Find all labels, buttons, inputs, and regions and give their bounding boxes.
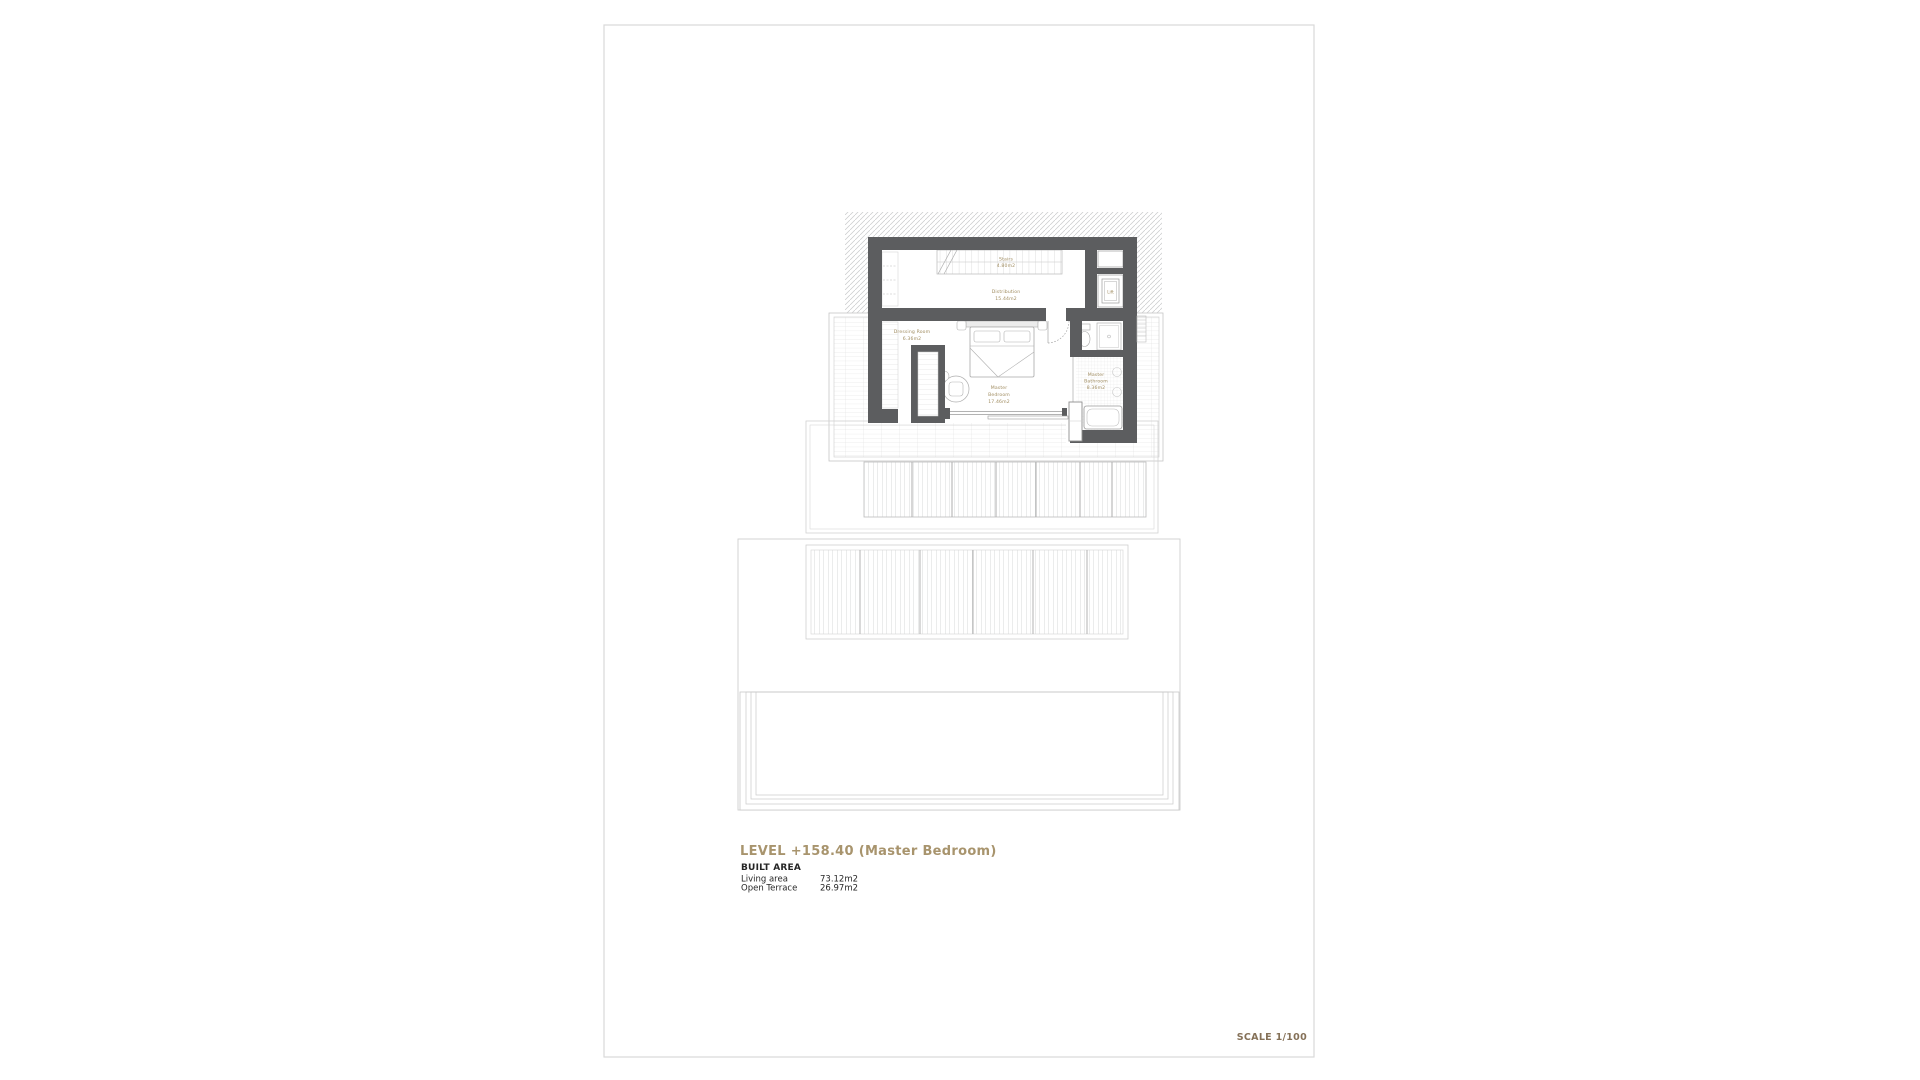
room-label-bathroom-area: 8.36m2	[1086, 386, 1106, 391]
wardrobe-strip-distribution	[882, 252, 898, 306]
room-label-bathroom: Master	[1087, 373, 1105, 378]
room-label-stairs-area: 4.80m2	[996, 264, 1016, 269]
room-label-dressing: Dressing Room	[893, 330, 931, 335]
room-label-bedroom-area: 17.46m2	[988, 400, 1010, 405]
bath-door-jamb	[1069, 402, 1082, 441]
louvre-band-lower	[806, 545, 1128, 639]
shower-icon	[1097, 323, 1121, 350]
room-label-distribution-area: 15.44m2	[995, 297, 1017, 302]
room-label-lift: Lift	[1107, 289, 1114, 295]
room-label-distribution: Distribution	[991, 290, 1021, 295]
area-row-label: Living area	[741, 874, 788, 885]
scale-label: SCALE 1/100	[1236, 1032, 1307, 1043]
room-label-bedroom: Master	[990, 386, 1008, 391]
room-label-dressing-area: 6.36m2	[902, 337, 922, 342]
room-label-bathroom-2: Bathroom	[1084, 379, 1108, 385]
wardrobe-island	[918, 352, 938, 416]
lower-terrace-platform	[738, 539, 1180, 810]
area-row-value: 26.97m2	[820, 883, 859, 894]
area-row-value: 73.12m2	[820, 874, 859, 885]
pool	[740, 692, 1179, 810]
built-area-heading: BUILT AREA	[741, 863, 802, 873]
bathtub-icon	[1084, 406, 1122, 429]
lift-shaft	[1098, 251, 1123, 307]
room-label-bedroom-2: Bedroom	[988, 393, 1010, 398]
bed	[957, 321, 1047, 377]
room-label-stairs: Stairs	[999, 257, 1013, 263]
area-row-label: Open Terrace	[741, 883, 798, 894]
level-title: LEVEL +158.40 (Master Bedroom)	[740, 844, 997, 859]
